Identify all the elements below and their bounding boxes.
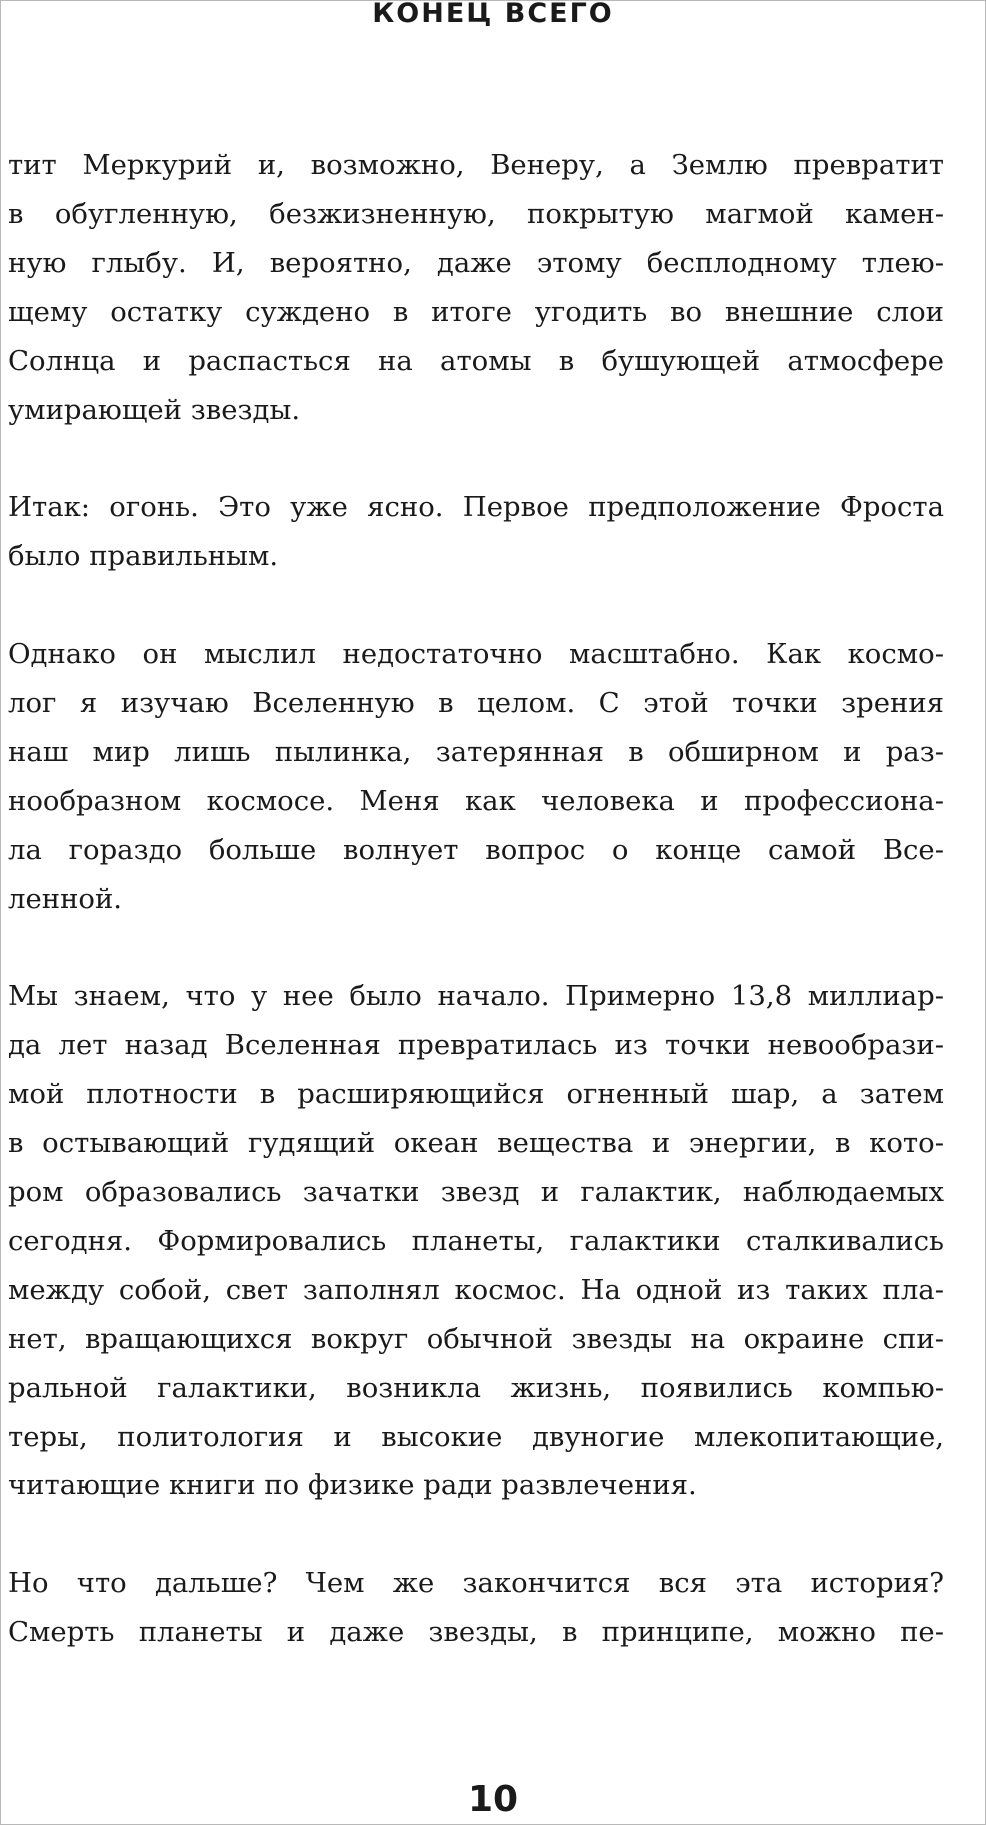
paragraph bbox=[8, 483, 944, 581]
paragraph bbox=[8, 630, 944, 923]
page-number: 10 bbox=[467, 1779, 519, 1820]
text-line: ную глыбу. И, вероятно, даже этому бесплодному тлею- bbox=[8, 246, 944, 279]
text-line: Итак: огонь. Это уже ясно. Первое предположение Фроста bbox=[8, 491, 944, 524]
text-line: нообразном космосе. Меня как человека и профессиона- bbox=[8, 784, 944, 817]
text-line: ла гораздо больше волнует вопрос о конце самой Все- bbox=[8, 833, 944, 866]
text-line: Однако он мыслил недостаточно масштабно. Как космо- bbox=[8, 638, 944, 671]
text-line: умирающей звезды. bbox=[8, 393, 301, 426]
text-line: ром образовались зачатки звезд и галактик, наблюдаемых bbox=[8, 1175, 944, 1208]
text-line: читающие книги по физике ради развлечения. bbox=[8, 1469, 697, 1502]
text-line: наш мир лишь пылинка, затерянная в обширном и раз- bbox=[8, 735, 944, 768]
paragraph bbox=[8, 141, 944, 434]
paragraph bbox=[8, 1559, 944, 1657]
text-line: в остывающий гудящий океан вещества и энергии, в кото- bbox=[8, 1127, 944, 1160]
text-line: лог я изучаю Вселенную в целом. С этой точки зрения bbox=[8, 686, 944, 719]
text-line: теры, политология и высокие двуногие млекопитающие, bbox=[8, 1420, 944, 1453]
text-line: нет, вращающихся вокруг обычной звезды на окраине спи- bbox=[8, 1322, 944, 1355]
text-line: ленной. bbox=[8, 882, 123, 915]
text-line: Мы знаем, что у нее было начало. Примерно 13,8 миллиар- bbox=[8, 980, 944, 1013]
text-line: тит Меркурий и, возможно, Венеру, а Землю превратит bbox=[8, 149, 944, 181]
text-line: Солнца и распасться на атомы в бушующей атмосфере bbox=[8, 344, 944, 377]
paragraph bbox=[8, 972, 944, 1510]
text-line: в обугленную, безжизненную, покрытую магмой камен- bbox=[8, 197, 944, 230]
text-line: да лет назад Вселенная превратилась из точки невообрази- bbox=[8, 1029, 944, 1062]
text-line: сегодня. Формировались планеты, галактики сталкивались bbox=[8, 1224, 944, 1257]
text-line: между собой, свет заполнял космос. На одной из таких пла- bbox=[8, 1273, 944, 1306]
running-header: КОНЕЦ ВСЕГО bbox=[372, 0, 614, 29]
text-line: Смерть планеты и даже звезды, в принципе, можно пе- bbox=[8, 1616, 944, 1649]
text-line: ральной галактики, возникла жизнь, появились компью- bbox=[8, 1371, 944, 1404]
text-line: Но что дальше? Чем же закончится вся эта история? bbox=[8, 1567, 944, 1600]
text-line: щему остатку суждено в итоге угодить во внешние слои bbox=[8, 295, 944, 328]
body-text bbox=[8, 141, 944, 1706]
text-line: было правильным. bbox=[8, 540, 279, 573]
text-line: мой плотности в расширяющийся огненный шар, а затем bbox=[8, 1078, 944, 1111]
